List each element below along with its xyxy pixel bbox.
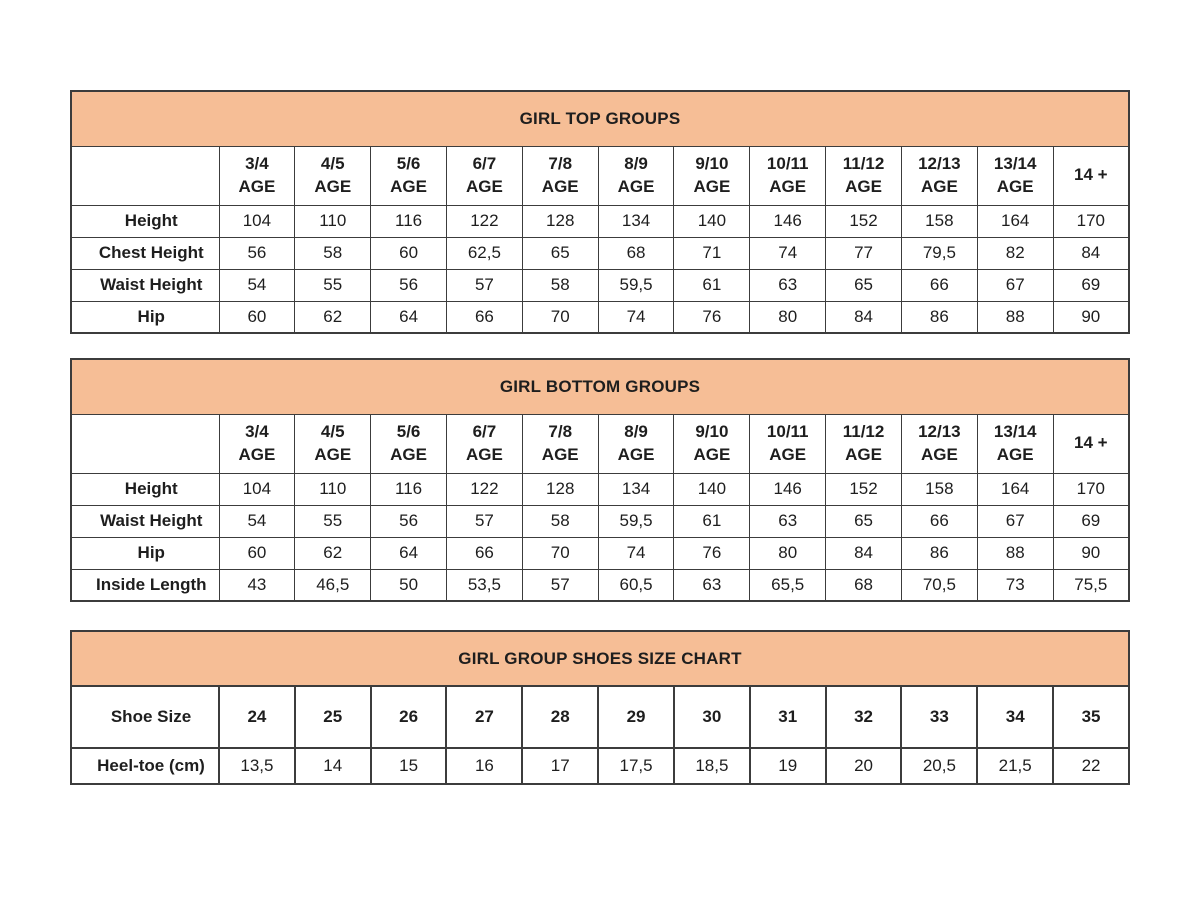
value-cell: 73 bbox=[977, 569, 1053, 601]
age-label: AGE bbox=[920, 176, 958, 196]
age-column-header bbox=[901, 414, 977, 473]
table-title: GIRL GROUP SHOES SIZE CHART bbox=[71, 631, 1129, 686]
value-cell: 62,5 bbox=[446, 237, 522, 269]
age-range: 10/11 bbox=[766, 154, 809, 174]
table-row bbox=[71, 537, 1129, 569]
age-label: AGE bbox=[617, 176, 655, 196]
age-range: 11/12 bbox=[842, 422, 885, 442]
value-cell: 57 bbox=[446, 505, 522, 537]
value-cell: 128 bbox=[522, 205, 598, 237]
age-column-header bbox=[446, 414, 522, 473]
value-cell: 54 bbox=[219, 505, 295, 537]
value-cell: 64 bbox=[371, 301, 447, 333]
value-cell: 74 bbox=[750, 237, 826, 269]
age-header-row bbox=[71, 414, 1129, 473]
value-cell: 110 bbox=[295, 473, 371, 505]
age-label: AGE bbox=[845, 444, 882, 464]
age-column-header bbox=[674, 146, 750, 205]
value-cell: 104 bbox=[219, 473, 295, 505]
value-cell: 67 bbox=[977, 269, 1053, 301]
age-range: 10/11 bbox=[766, 422, 809, 442]
value-cell: 61 bbox=[674, 505, 750, 537]
value-cell: 110 bbox=[295, 205, 371, 237]
value-cell: 88 bbox=[977, 537, 1053, 569]
corner-cell bbox=[71, 414, 219, 473]
age-column-header bbox=[977, 414, 1053, 473]
age-label: AGE bbox=[769, 444, 807, 464]
value-cell: 61 bbox=[674, 269, 750, 301]
value-cell: 65,5 bbox=[750, 569, 826, 601]
row-label: Height bbox=[71, 473, 219, 505]
value-cell: 75,5 bbox=[1053, 569, 1129, 601]
age-range: 5/6 bbox=[396, 154, 421, 174]
value-cell: 152 bbox=[826, 473, 902, 505]
row-label: Waist Height bbox=[71, 505, 219, 537]
value-cell: 50 bbox=[371, 569, 447, 601]
row-label: Chest Height bbox=[71, 237, 219, 269]
value-cell: 122 bbox=[446, 205, 522, 237]
age-column-header bbox=[371, 146, 447, 205]
value-cell: 65 bbox=[522, 237, 598, 269]
value-cell: 76 bbox=[674, 537, 750, 569]
value-cell: 68 bbox=[598, 237, 674, 269]
value-cell: 65 bbox=[826, 269, 902, 301]
age-range: 4/5 bbox=[320, 422, 345, 442]
table-row bbox=[71, 237, 1129, 269]
table-title-row bbox=[71, 91, 1129, 146]
value-cell: 62 bbox=[295, 537, 371, 569]
value-cell: 158 bbox=[901, 205, 977, 237]
girl-top-groups-table bbox=[70, 90, 1130, 334]
age-column-header bbox=[446, 146, 522, 205]
table-row bbox=[71, 569, 1129, 601]
value-cell: 70 bbox=[522, 537, 598, 569]
value-cell: 80 bbox=[750, 537, 826, 569]
value-cell: 59,5 bbox=[598, 505, 674, 537]
age-range: 14 + bbox=[1074, 165, 1108, 185]
age-column-header bbox=[598, 414, 674, 473]
age-range: 5/6 bbox=[396, 422, 421, 442]
value-cell: 164 bbox=[977, 205, 1053, 237]
age-column-header bbox=[1053, 414, 1129, 473]
value-cell: 34 bbox=[977, 686, 1053, 748]
age-label: AGE bbox=[769, 176, 807, 196]
value-cell: 58 bbox=[522, 269, 598, 301]
age-range: 13/14 bbox=[993, 422, 1037, 442]
size-chart-sheet bbox=[70, 90, 1130, 785]
age-label: AGE bbox=[465, 176, 503, 196]
value-cell: 146 bbox=[750, 205, 826, 237]
value-cell: 82 bbox=[977, 237, 1053, 269]
age-column-header bbox=[371, 414, 447, 473]
value-cell: 27 bbox=[446, 686, 522, 748]
age-label: AGE bbox=[314, 444, 352, 464]
value-cell: 13,5 bbox=[219, 748, 295, 784]
value-cell: 60 bbox=[371, 237, 447, 269]
value-cell: 58 bbox=[522, 505, 598, 537]
age-label: AGE bbox=[996, 444, 1034, 464]
value-cell: 56 bbox=[371, 505, 447, 537]
age-range: 11/12 bbox=[842, 154, 885, 174]
row-label: Waist Height bbox=[71, 269, 219, 301]
value-cell: 164 bbox=[977, 473, 1053, 505]
girl-shoes-size-table bbox=[70, 630, 1130, 785]
value-cell: 33 bbox=[901, 686, 977, 748]
table-row bbox=[71, 205, 1129, 237]
value-cell: 29 bbox=[598, 686, 674, 748]
value-cell: 71 bbox=[674, 237, 750, 269]
value-cell: 128 bbox=[522, 473, 598, 505]
age-label: AGE bbox=[238, 176, 276, 196]
age-label: AGE bbox=[845, 176, 882, 196]
value-cell: 84 bbox=[826, 301, 902, 333]
value-cell: 69 bbox=[1053, 505, 1129, 537]
value-cell: 57 bbox=[522, 569, 598, 601]
age-label: AGE bbox=[465, 444, 503, 464]
table-row bbox=[71, 686, 1129, 748]
value-cell: 90 bbox=[1053, 537, 1129, 569]
age-column-header bbox=[674, 414, 750, 473]
value-cell: 57 bbox=[446, 269, 522, 301]
row-label: Height bbox=[71, 205, 219, 237]
age-label: AGE bbox=[390, 444, 427, 464]
value-cell: 66 bbox=[901, 269, 977, 301]
age-header-row bbox=[71, 146, 1129, 205]
age-range: 14 + bbox=[1074, 433, 1108, 453]
value-cell: 84 bbox=[1053, 237, 1129, 269]
age-range: 9/10 bbox=[695, 154, 729, 174]
value-cell: 66 bbox=[446, 301, 522, 333]
value-cell: 60 bbox=[219, 301, 295, 333]
age-label: AGE bbox=[390, 176, 427, 196]
value-cell: 122 bbox=[446, 473, 522, 505]
value-cell: 88 bbox=[977, 301, 1053, 333]
value-cell: 60,5 bbox=[598, 569, 674, 601]
value-cell: 56 bbox=[371, 269, 447, 301]
value-cell: 66 bbox=[901, 505, 977, 537]
value-cell: 86 bbox=[901, 537, 977, 569]
age-column-header bbox=[750, 414, 826, 473]
value-cell: 79,5 bbox=[901, 237, 977, 269]
age-column-header bbox=[522, 414, 598, 473]
value-cell: 43 bbox=[219, 569, 295, 601]
value-cell: 65 bbox=[826, 505, 902, 537]
value-cell: 56 bbox=[219, 237, 295, 269]
table-title: GIRL TOP GROUPS bbox=[71, 91, 1129, 146]
age-label: AGE bbox=[996, 176, 1034, 196]
value-cell: 74 bbox=[598, 301, 674, 333]
value-cell: 116 bbox=[371, 473, 447, 505]
age-label: AGE bbox=[617, 444, 655, 464]
value-cell: 58 bbox=[295, 237, 371, 269]
age-column-header bbox=[1053, 146, 1129, 205]
age-range: 4/5 bbox=[320, 154, 345, 174]
value-cell: 21,5 bbox=[977, 748, 1053, 784]
age-column-header bbox=[977, 146, 1053, 205]
value-cell: 158 bbox=[901, 473, 977, 505]
value-cell: 60 bbox=[219, 537, 295, 569]
value-cell: 170 bbox=[1053, 205, 1129, 237]
value-cell: 70,5 bbox=[901, 569, 977, 601]
value-cell: 74 bbox=[598, 537, 674, 569]
row-label: Hip bbox=[71, 537, 219, 569]
value-cell: 152 bbox=[826, 205, 902, 237]
age-range: 7/8 bbox=[548, 422, 573, 442]
value-cell: 46,5 bbox=[295, 569, 371, 601]
age-range: 9/10 bbox=[695, 422, 729, 442]
value-cell: 14 bbox=[295, 748, 371, 784]
value-cell: 170 bbox=[1053, 473, 1129, 505]
age-range: 8/9 bbox=[624, 154, 648, 174]
table-row bbox=[71, 473, 1129, 505]
age-column-header bbox=[901, 146, 977, 205]
value-cell: 24 bbox=[219, 686, 295, 748]
table-title: GIRL BOTTOM GROUPS bbox=[71, 359, 1129, 414]
age-column-header bbox=[295, 414, 371, 473]
value-cell: 16 bbox=[446, 748, 522, 784]
value-cell: 54 bbox=[219, 269, 295, 301]
age-range: 3/4 bbox=[245, 422, 269, 442]
value-cell: 70 bbox=[522, 301, 598, 333]
value-cell: 116 bbox=[371, 205, 447, 237]
value-cell: 63 bbox=[674, 569, 750, 601]
value-cell: 76 bbox=[674, 301, 750, 333]
value-cell: 18,5 bbox=[674, 748, 750, 784]
table-row bbox=[71, 301, 1129, 333]
value-cell: 17,5 bbox=[598, 748, 674, 784]
value-cell: 19 bbox=[750, 748, 826, 784]
value-cell: 59,5 bbox=[598, 269, 674, 301]
value-cell: 26 bbox=[371, 686, 447, 748]
value-cell: 77 bbox=[826, 237, 902, 269]
age-label: AGE bbox=[920, 444, 958, 464]
value-cell: 69 bbox=[1053, 269, 1129, 301]
value-cell: 134 bbox=[598, 473, 674, 505]
value-cell: 90 bbox=[1053, 301, 1129, 333]
value-cell: 64 bbox=[371, 537, 447, 569]
age-range: 6/7 bbox=[472, 422, 497, 442]
value-cell: 63 bbox=[750, 505, 826, 537]
corner-cell bbox=[71, 146, 219, 205]
value-cell: 66 bbox=[446, 537, 522, 569]
age-range: 13/14 bbox=[993, 154, 1037, 174]
value-cell: 67 bbox=[977, 505, 1053, 537]
age-label: AGE bbox=[693, 444, 731, 464]
table-row bbox=[71, 505, 1129, 537]
age-range: 8/9 bbox=[624, 422, 648, 442]
table-title-row bbox=[71, 631, 1129, 686]
value-cell: 35 bbox=[1053, 686, 1129, 748]
age-label: AGE bbox=[541, 444, 579, 464]
age-label: AGE bbox=[314, 176, 352, 196]
value-cell: 55 bbox=[295, 269, 371, 301]
girl-bottom-groups-table bbox=[70, 358, 1130, 602]
value-cell: 28 bbox=[522, 686, 598, 748]
age-column-header bbox=[219, 146, 295, 205]
value-cell: 62 bbox=[295, 301, 371, 333]
age-column-header bbox=[826, 414, 902, 473]
value-cell: 140 bbox=[674, 473, 750, 505]
age-label: AGE bbox=[541, 176, 579, 196]
table-row bbox=[71, 748, 1129, 784]
age-label: AGE bbox=[693, 176, 731, 196]
value-cell: 86 bbox=[901, 301, 977, 333]
age-column-header bbox=[219, 414, 295, 473]
value-cell: 15 bbox=[371, 748, 447, 784]
value-cell: 17 bbox=[522, 748, 598, 784]
age-column-header bbox=[598, 146, 674, 205]
row-label: Shoe Size bbox=[71, 686, 219, 748]
age-label: AGE bbox=[238, 444, 276, 464]
age-column-header bbox=[750, 146, 826, 205]
row-label: Heel-toe (cm) bbox=[71, 748, 219, 784]
age-range: 6/7 bbox=[472, 154, 497, 174]
age-column-header bbox=[522, 146, 598, 205]
table-title-row bbox=[71, 359, 1129, 414]
value-cell: 146 bbox=[750, 473, 826, 505]
value-cell: 68 bbox=[826, 569, 902, 601]
age-range: 3/4 bbox=[245, 154, 269, 174]
value-cell: 80 bbox=[750, 301, 826, 333]
value-cell: 22 bbox=[1053, 748, 1129, 784]
value-cell: 31 bbox=[750, 686, 826, 748]
value-cell: 32 bbox=[826, 686, 902, 748]
row-label: Hip bbox=[71, 301, 219, 333]
value-cell: 53,5 bbox=[446, 569, 522, 601]
value-cell: 30 bbox=[674, 686, 750, 748]
value-cell: 25 bbox=[295, 686, 371, 748]
value-cell: 104 bbox=[219, 205, 295, 237]
age-column-header bbox=[826, 146, 902, 205]
age-range: 7/8 bbox=[548, 154, 573, 174]
value-cell: 20,5 bbox=[901, 748, 977, 784]
age-range: 12/13 bbox=[918, 154, 961, 174]
value-cell: 55 bbox=[295, 505, 371, 537]
value-cell: 20 bbox=[826, 748, 902, 784]
row-label: Inside Length bbox=[71, 569, 219, 601]
age-column-header bbox=[295, 146, 371, 205]
age-range: 12/13 bbox=[918, 422, 961, 442]
value-cell: 134 bbox=[598, 205, 674, 237]
value-cell: 84 bbox=[826, 537, 902, 569]
value-cell: 63 bbox=[750, 269, 826, 301]
table-row bbox=[71, 269, 1129, 301]
value-cell: 140 bbox=[674, 205, 750, 237]
